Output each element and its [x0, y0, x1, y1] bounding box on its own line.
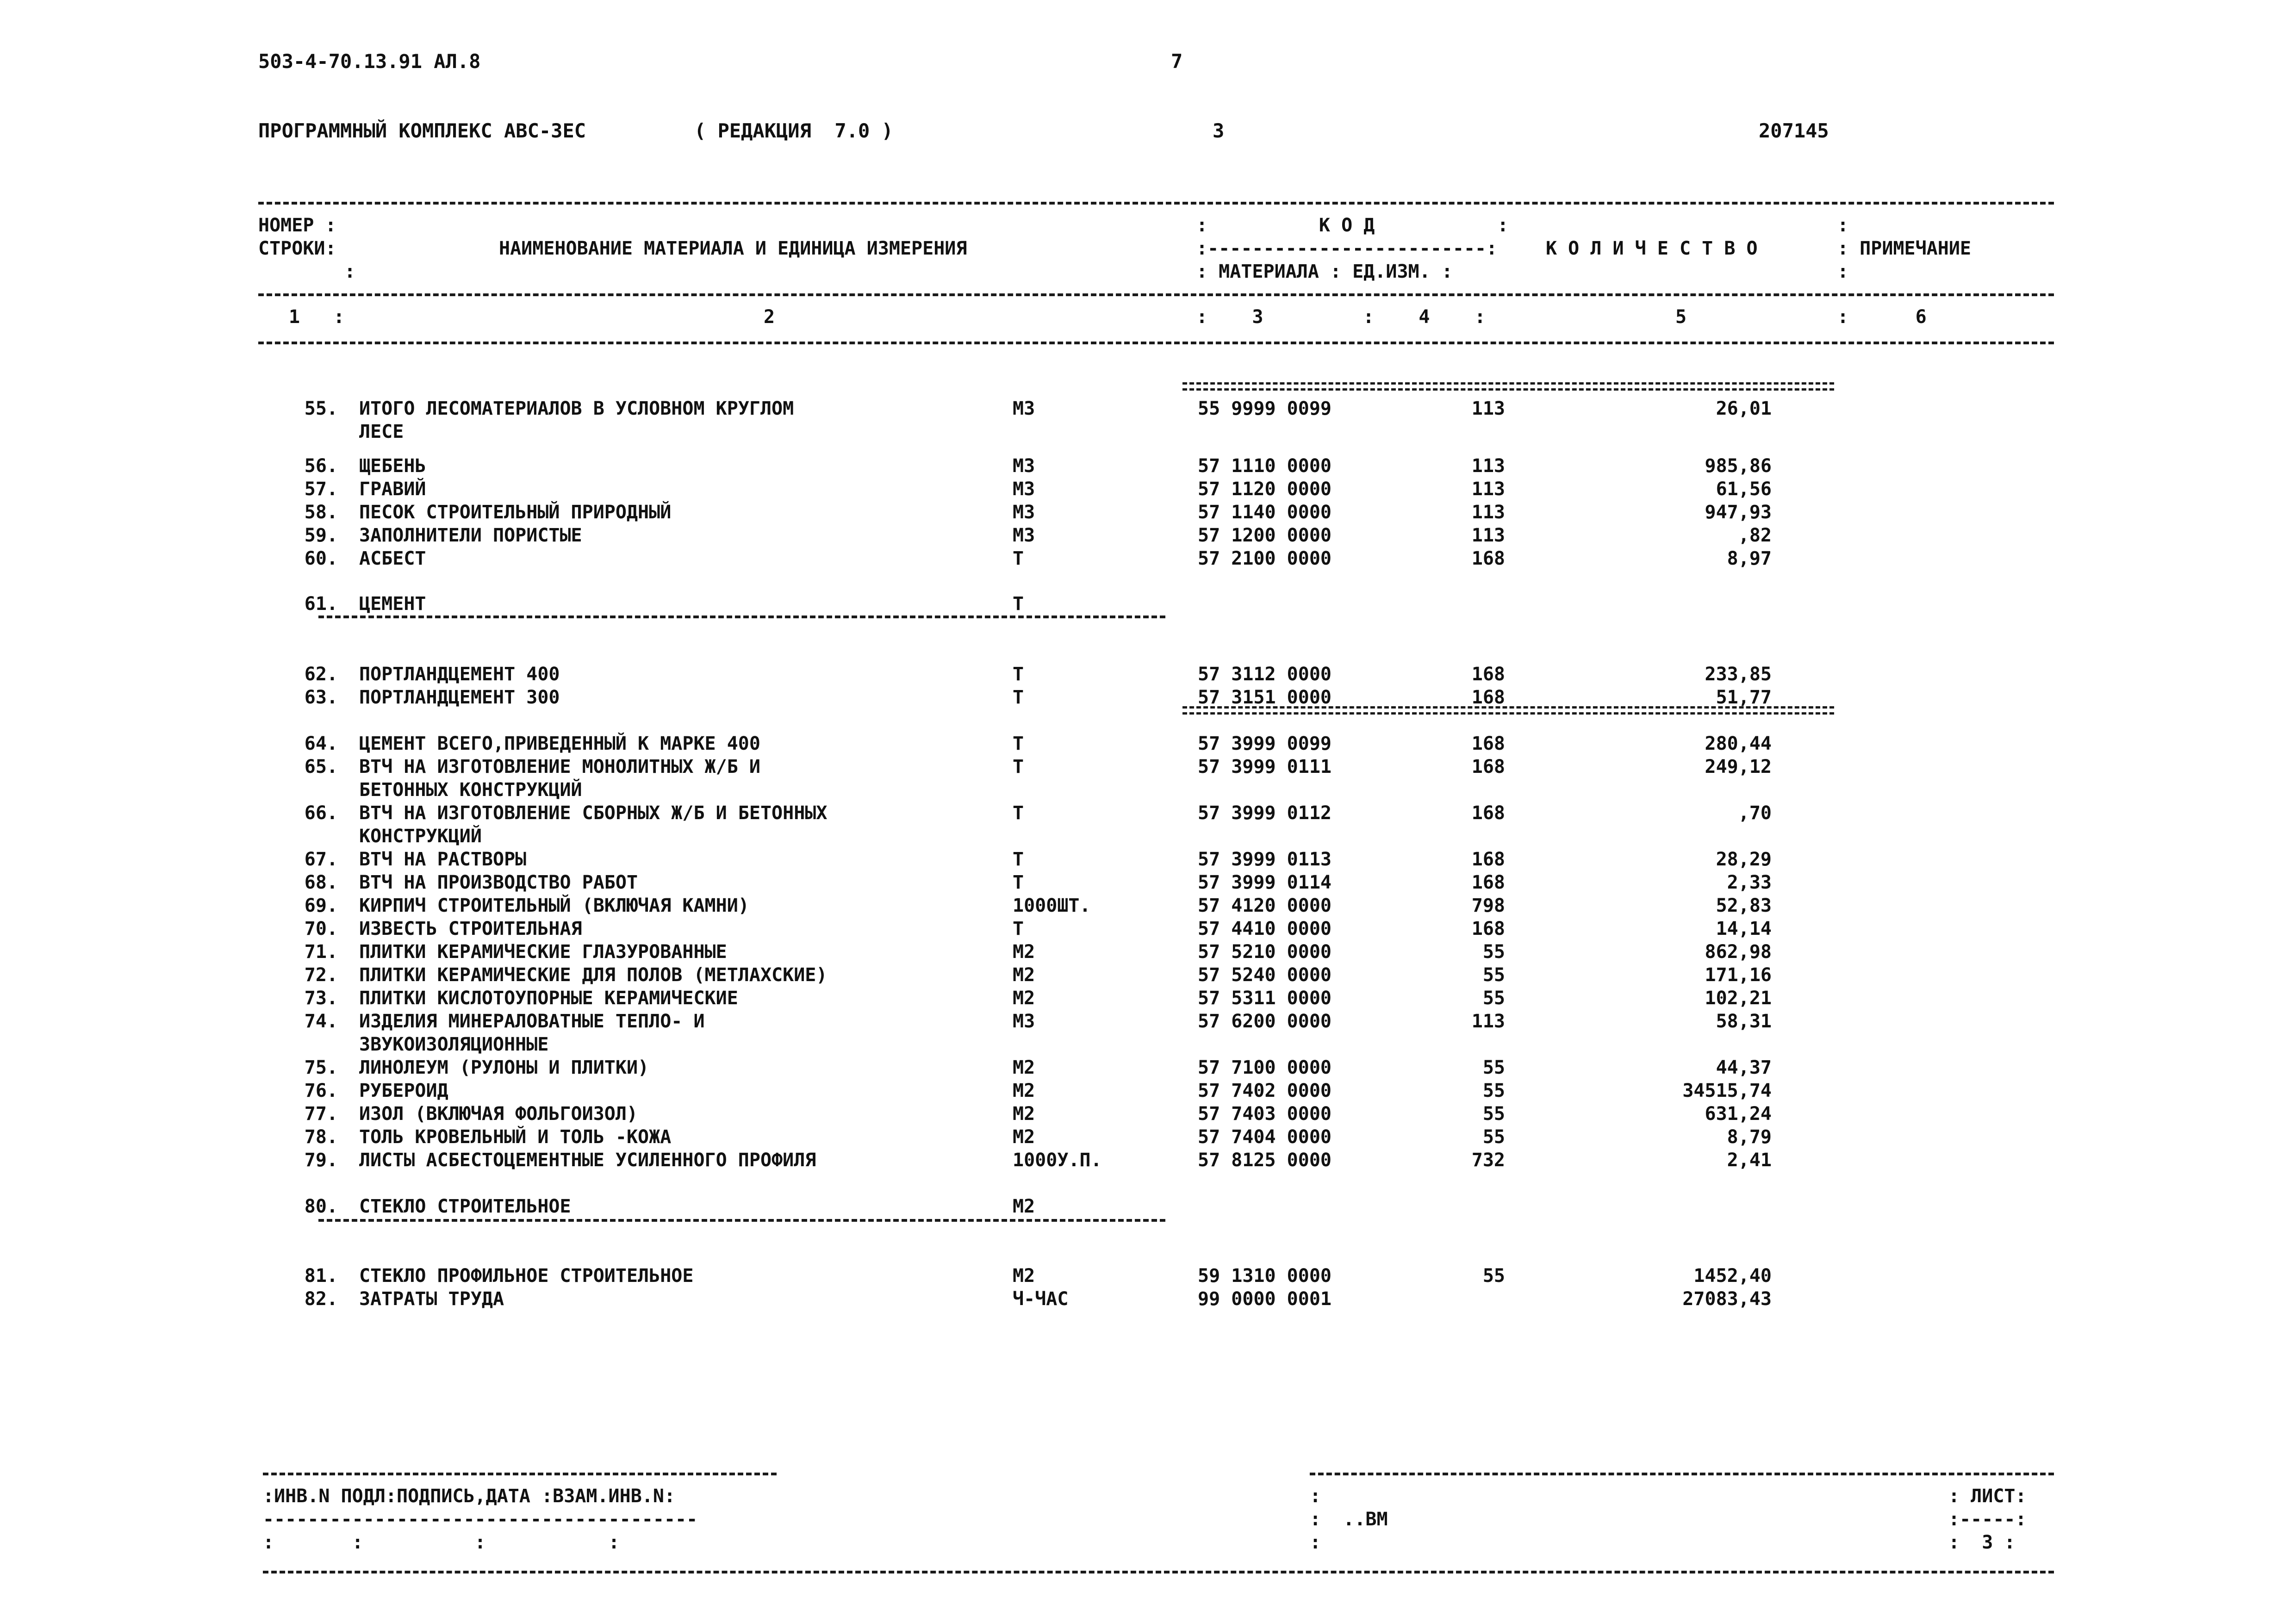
material-name: ЛИНОЛЕУМ (РУЛОНЫ И ПЛИТКИ)	[359, 1057, 649, 1078]
row-number: 80.	[304, 1196, 338, 1217]
material-name: ИТОГО ЛЕСОМАТЕРИАЛОВ В УСЛОВНОМ КРУГЛОМ	[359, 398, 794, 419]
unit-of-measure: Т	[1013, 733, 1024, 754]
header-code-top: : К О Д :	[1196, 215, 1509, 236]
row-number: 78.	[304, 1126, 338, 1148]
material-name-continued: БЕТОННЫХ КОНСТРУКЦИЙ	[359, 779, 582, 801]
row-number: 68.	[304, 872, 338, 893]
header-row-no-2: СТРОКИ:	[258, 238, 336, 259]
material-name: ИЗВЕСТЬ СТРОИТЕЛЬНАЯ	[359, 918, 582, 939]
unit-of-measure: М2	[1013, 1196, 1035, 1217]
unit-of-measure: М2	[1013, 1057, 1035, 1078]
material-name: ЦЕМЕНТ ВСЕГО,ПРИВЕДЕННЫЙ К МАРКЕ 400	[359, 733, 760, 754]
header-note: : ПРИМЕЧАНИЕ	[1837, 238, 1971, 259]
quantity: 280,44	[1705, 733, 1772, 754]
unit-of-measure: Т	[1013, 872, 1024, 893]
unit-of-measure: М2	[1013, 1265, 1035, 1287]
unit-of-measure: Т	[1013, 756, 1024, 777]
material-code: 57 5240 0000	[1198, 964, 1332, 986]
row-number: 74.	[304, 1011, 338, 1032]
header-quantity: К О Л И Ч Е С Т В О	[1546, 238, 1758, 259]
unit-code: 113	[1471, 502, 1505, 523]
material-name: СТЕКЛО ПРОФИЛЬНОЕ СТРОИТЕЛЬНОЕ	[359, 1265, 694, 1287]
material-name: ПЛИТКИ КИСЛОТОУПОРНЫЕ КЕРАМИЧЕСКИЕ	[359, 988, 738, 1009]
job-number: 207145	[1759, 119, 1829, 142]
material-code: 57 5210 0000	[1198, 941, 1332, 963]
page-number: 7	[1171, 50, 1183, 73]
material-code: 57 4120 0000	[1198, 895, 1332, 916]
material-code: 57 3999 0112	[1198, 802, 1332, 824]
unit-code: 168	[1471, 733, 1505, 754]
quantity: 102,21	[1705, 988, 1772, 1009]
cement-group-rule	[318, 616, 1165, 618]
unit-code: 168	[1471, 548, 1505, 569]
unit-of-measure: М2	[1013, 988, 1035, 1009]
header-bottom-rule	[258, 342, 2054, 344]
material-name: ЦЕМЕНТ	[359, 593, 426, 615]
row-number: 61.	[304, 593, 338, 615]
material-code: 57 3151 0000	[1198, 687, 1332, 708]
col-num-2: 2	[764, 306, 775, 328]
unit-of-measure: Т	[1013, 687, 1024, 708]
material-code: 57 3999 0114	[1198, 872, 1332, 893]
quantity: 947,93	[1705, 502, 1772, 523]
unit-code: 113	[1471, 1011, 1505, 1032]
header-code-mid: :-------------------------:	[1196, 238, 1498, 259]
unit-of-measure: М3	[1013, 455, 1035, 477]
row-number: 82.	[304, 1288, 338, 1310]
unit-code: 732	[1471, 1150, 1505, 1171]
material-name: ЗАТРАТЫ ТРУДА	[359, 1288, 504, 1310]
unit-of-measure: Т	[1013, 548, 1024, 569]
unit-code: 55	[1482, 964, 1505, 986]
material-code: 57 3999 0111	[1198, 756, 1332, 777]
row-number: 55.	[304, 398, 338, 419]
row-number: 58.	[304, 502, 338, 523]
double-rule-2	[1182, 706, 1834, 709]
unit-code: 113	[1471, 525, 1505, 546]
unit-of-measure: Т	[1013, 593, 1024, 615]
material-name: ЩЕБЕНЬ	[359, 455, 426, 477]
quantity: 52,83	[1716, 895, 1772, 916]
col-num-3: : 3	[1196, 306, 1263, 328]
unit-code: 168	[1471, 664, 1505, 685]
material-name-continued: ЛЕСЕ	[359, 421, 404, 442]
row-number: 67.	[304, 849, 338, 870]
unit-code: 168	[1471, 756, 1505, 777]
unit-of-measure: М3	[1013, 398, 1035, 419]
footer-sheet-label: : ЛИСТ:	[1948, 1486, 2027, 1507]
footer-left-labels: :ИНВ.N ПОДЛ:ПОДПИСЬ,ДАТА :ВЗАМ.ИНВ.N:	[263, 1486, 676, 1507]
material-code: 57 8125 0000	[1198, 1150, 1332, 1171]
unit-of-measure: М2	[1013, 964, 1035, 986]
col-num-6: : 6	[1837, 306, 1927, 328]
row-number: 69.	[304, 895, 338, 916]
header-top-rule	[258, 202, 2054, 205]
quantity: 631,24	[1705, 1103, 1772, 1125]
material-code: 57 1200 0000	[1198, 525, 1332, 546]
unit-code: 113	[1471, 479, 1505, 500]
sheet-number: 3	[1213, 119, 1225, 142]
quantity: 985,86	[1705, 455, 1772, 477]
unit-code: 55	[1482, 941, 1505, 963]
program-name: ПРОГРАММНЫЙ КОМПЛЕКС АВС-3ЕС	[258, 119, 586, 142]
program-edition: ( РЕДАКЦИЯ 7.0 )	[694, 119, 893, 142]
unit-of-measure: М2	[1013, 1080, 1035, 1101]
row-number: 70.	[304, 918, 338, 939]
unit-code: 55	[1482, 1057, 1505, 1078]
quantity: 34515,74	[1682, 1080, 1772, 1101]
quantity: 44,37	[1716, 1057, 1772, 1078]
unit-code: 55	[1482, 1265, 1505, 1287]
unit-of-measure: М3	[1013, 502, 1035, 523]
material-name-continued: КОНСТРУКЦИЙ	[359, 826, 482, 847]
unit-code: 113	[1471, 398, 1505, 419]
quantity: ,82	[1738, 525, 1772, 546]
material-code: 55 9999 0099	[1198, 398, 1332, 419]
footer-sheet-number: : 3 :	[1948, 1532, 2016, 1553]
row-number: 56.	[304, 455, 338, 477]
unit-of-measure: 1000У.П.	[1013, 1150, 1102, 1171]
unit-code: 798	[1471, 895, 1505, 916]
footer-left-dashes: ---------------------------------------	[263, 1509, 698, 1530]
material-code: 59 1310 0000	[1198, 1265, 1332, 1287]
row-number: 57.	[304, 479, 338, 500]
quantity: 8,79	[1727, 1126, 1772, 1148]
unit-code: 55	[1482, 1126, 1505, 1148]
material-code: 57 7402 0000	[1198, 1080, 1332, 1101]
double-rule-1	[1182, 382, 1834, 385]
quantity: 2,33	[1727, 872, 1772, 893]
material-name: ГРАВИЙ	[359, 479, 426, 500]
footer-mid-colon-2: :	[1310, 1532, 1321, 1553]
material-name: КИРПИЧ СТРОИТЕЛЬНЫЙ (ВКЛЮЧАЯ КАМНИ)	[359, 895, 749, 916]
unit-of-measure: М3	[1013, 525, 1035, 546]
material-name: ВТЧ НА ИЗГОТОВЛЕНИЕ МОНОЛИТНЫХ Ж/Б И	[359, 756, 760, 777]
footer-left-cells: : : : :	[263, 1532, 620, 1553]
quantity: 862,98	[1705, 941, 1772, 963]
material-code: 99 0000 0001	[1198, 1288, 1332, 1310]
footer-bottom-rule	[263, 1571, 2054, 1573]
unit-code: 55	[1482, 1080, 1505, 1101]
material-name: ИЗДЕЛИЯ МИНЕРАЛОВАТНЫЕ ТЕПЛО- И	[359, 1011, 705, 1032]
material-code: 57 3999 0099	[1198, 733, 1332, 754]
unit-code: 168	[1471, 849, 1505, 870]
material-code: 57 7404 0000	[1198, 1126, 1332, 1148]
col-num-5: 5	[1675, 306, 1687, 328]
material-code: 57 1140 0000	[1198, 502, 1332, 523]
header-mid-rule	[258, 293, 2054, 296]
unit-of-measure: Т	[1013, 664, 1024, 685]
row-number: 62.	[304, 664, 338, 685]
quantity: 8,97	[1727, 548, 1772, 569]
material-name: РУБЕРОИД	[359, 1080, 448, 1101]
material-name: СТЕКЛО СТРОИТЕЛЬНОЕ	[359, 1196, 571, 1217]
material-name: ИЗОЛ (ВКЛЮЧАЯ ФОЛЬГОИЗОЛ)	[359, 1103, 638, 1125]
quantity: 2,41	[1727, 1150, 1772, 1171]
material-code: 57 4410 0000	[1198, 918, 1332, 939]
row-number: 63.	[304, 687, 338, 708]
material-name: ПОРТЛАНДЦЕМЕНТ 300	[359, 687, 560, 708]
quantity: ,70	[1738, 802, 1772, 824]
unit-of-measure: 1000ШТ.	[1013, 895, 1091, 916]
material-code: 57 1110 0000	[1198, 455, 1332, 477]
quantity: 249,12	[1705, 756, 1772, 777]
header-code-bottom: : МАТЕРИАЛА : ЕД.ИЗМ. :	[1196, 261, 1453, 282]
document-code: 503-4-70.13.91 АЛ.8	[258, 50, 481, 73]
quantity: 1452,40	[1693, 1265, 1772, 1287]
unit-code: 55	[1482, 988, 1505, 1009]
row-number: 71.	[304, 941, 338, 963]
unit-code: 168	[1471, 802, 1505, 824]
row-number: 73.	[304, 988, 338, 1009]
material-code: 57 7403 0000	[1198, 1103, 1332, 1125]
row-number: 64.	[304, 733, 338, 754]
material-name: ПЕСОК СТРОИТЕЛЬНЫЙ ПРИРОДНЫЙ	[359, 502, 672, 523]
material-code: 57 3112 0000	[1198, 664, 1332, 685]
material-code: 57 5311 0000	[1198, 988, 1332, 1009]
header-row-no-3: :	[344, 261, 356, 282]
material-name: ВТЧ НА РАСТВОРЫ	[359, 849, 527, 870]
material-code: 57 6200 0000	[1198, 1011, 1332, 1032]
unit-of-measure: М3	[1013, 1011, 1035, 1032]
row-number: 76.	[304, 1080, 338, 1101]
unit-of-measure: М2	[1013, 1103, 1035, 1125]
row-number: 59.	[304, 525, 338, 546]
unit-of-measure: Ч-ЧАС	[1013, 1288, 1069, 1310]
unit-of-measure: М2	[1013, 941, 1035, 963]
material-code: 57 7100 0000	[1198, 1057, 1332, 1078]
material-name: ВТЧ НА ПРОИЗВОДСТВО РАБОТ	[359, 872, 638, 893]
quantity: 233,85	[1705, 664, 1772, 685]
header-material-name: НАИМЕНОВАНИЕ МАТЕРИАЛА И ЕДИНИЦА ИЗМЕРЕНИЯ	[499, 238, 967, 259]
header-row-no-1: НОМЕР :	[258, 215, 336, 236]
unit-of-measure: М2	[1013, 1126, 1035, 1148]
material-name: ЗАПОЛНИТЕЛИ ПОРИСТЫЕ	[359, 525, 582, 546]
footer-mid-colon: :	[1310, 1486, 1321, 1507]
unit-code: 168	[1471, 872, 1505, 893]
header-note-colon-bottom: :	[1837, 261, 1849, 282]
row-number: 81.	[304, 1265, 338, 1287]
quantity: 51,77	[1716, 687, 1772, 708]
glass-group-rule	[318, 1219, 1165, 1222]
unit-code: 168	[1471, 687, 1505, 708]
material-code: 57 2100 0000	[1198, 548, 1332, 569]
unit-of-measure: Т	[1013, 918, 1024, 939]
quantity: 27083,43	[1682, 1288, 1772, 1310]
material-name: ВТЧ НА ИЗГОТОВЛЕНИЕ СБОРНЫХ Ж/Б И БЕТОННЫХ	[359, 802, 828, 824]
material-code: 57 3999 0113	[1198, 849, 1332, 870]
row-number: 65.	[304, 756, 338, 777]
quantity: 61,56	[1716, 479, 1772, 500]
material-name-continued: ЗВУКОИЗОЛЯЦИОННЫЕ	[359, 1034, 549, 1055]
material-name: ТОЛЬ КРОВЕЛЬНЫЙ И ТОЛЬ -КОЖА	[359, 1126, 672, 1148]
quantity: 58,31	[1716, 1011, 1772, 1032]
unit-code: 168	[1471, 918, 1505, 939]
row-number: 66.	[304, 802, 338, 824]
quantity: 14,14	[1716, 918, 1772, 939]
col-num-4: : 4 :	[1363, 306, 1486, 328]
footer-mid-label: : ..ВМ	[1310, 1509, 1388, 1530]
unit-code: 113	[1471, 455, 1505, 477]
material-code: 57 1120 0000	[1198, 479, 1332, 500]
unit-of-measure: М3	[1013, 479, 1035, 500]
quantity: 26,01	[1716, 398, 1772, 419]
row-number: 75.	[304, 1057, 338, 1078]
material-name: АСБЕСТ	[359, 548, 426, 569]
unit-code: 55	[1482, 1103, 1505, 1125]
material-name: ПОРТЛАНДЦЕМЕНТ 400	[359, 664, 560, 685]
quantity: 171,16	[1705, 964, 1772, 986]
row-number: 60.	[304, 548, 338, 569]
material-name: ЛИСТЫ АСБЕСТОЦЕМЕНТНЫЕ УСИЛЕННОГО ПРОФИЛЯ	[359, 1150, 816, 1171]
row-number: 79.	[304, 1150, 338, 1171]
unit-of-measure: Т	[1013, 802, 1024, 824]
quantity: 28,29	[1716, 849, 1772, 870]
col-num-1: 1 :	[289, 306, 345, 328]
footer-sheet-dashes: :-----:	[1948, 1509, 2027, 1530]
row-number: 77.	[304, 1103, 338, 1125]
row-number: 72.	[304, 964, 338, 986]
footer-right-top-rule	[1310, 1473, 2054, 1475]
material-name: ПЛИТКИ КЕРАМИЧЕСКИЕ ДЛЯ ПОЛОВ (МЕТЛАХСКИЕ)	[359, 964, 828, 986]
material-name: ПЛИТКИ КЕРАМИЧЕСКИЕ ГЛАЗУРОВАННЫЕ	[359, 941, 727, 963]
header-note-colon: :	[1837, 215, 1849, 236]
unit-of-measure: Т	[1013, 849, 1024, 870]
footer-left-top-rule	[263, 1473, 777, 1475]
